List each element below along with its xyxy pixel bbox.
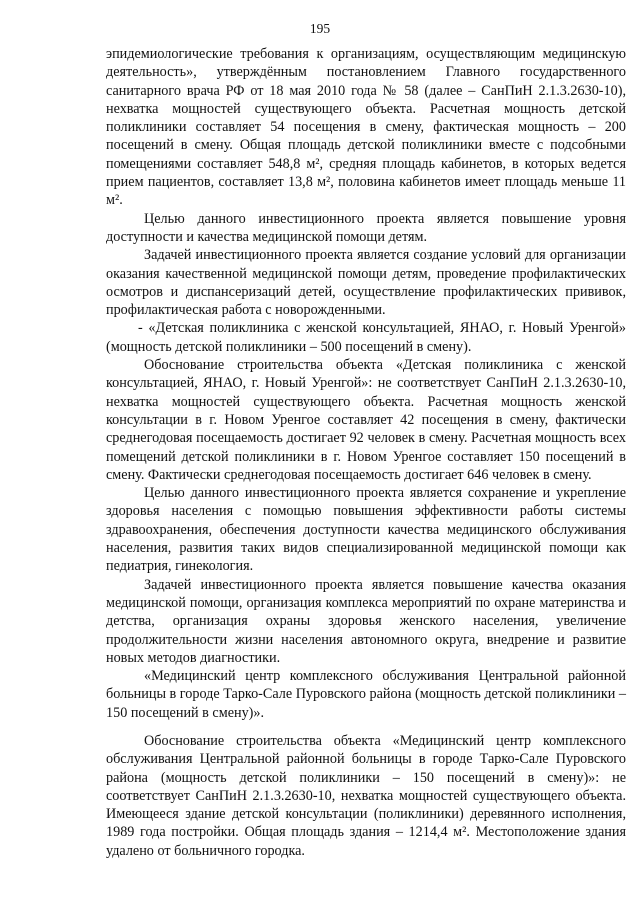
paragraph-object-novy-urengoy: - «Детская поликлиника с женской консультацией, ЯНАО, г. Новый Уренгой» (мощность детской поликлиники – 500 посещений в смену).: [106, 320, 626, 355]
paragraph-task-quality: Задачей инвестиционного проекта является повышение качества оказания медицинской помощи, организация комплекса мероприятий по охране материнства и детства, организация охраны здоровья женского населения, увеличение продолжительности жизни населения автономного округа, внедрение и развитие новых методов диагностики.: [106, 576, 626, 666]
paragraph-justification-tarko-sale: Обоснование строительства объекта «Медицинский центр комплексного обслуживания Центральной районной больницы в городе Тарко-Сале Пуровского района (мощность детской поликлиники – 150 посещений в смену)»: не соответствует СанПиН 2.1.3.2630-10, нехватка мощностей существующего объекта. Имеющееся здание детской консультации (поликлиники) деревянного исполнения, 1989 года постройки. Общая площадь здания – 1214,4 м². Местоположение здания удалено от больничного городка.: [106, 732, 626, 859]
paragraph-task-children: Задачей инвестиционного проекта является создание условий для организации оказания качественной медицинской помощи детям, проведение профилактических осмотров и диспансеризаций детей, осуществление профилактических прививок, профилактическая работа с новорожденными.: [106, 247, 626, 319]
page-number: 195: [309, 21, 331, 36]
paragraph-goal-population-health: Целью данного инвестиционного проекта является сохранение и укрепление здоровья населения с помощью повышения эффективности работы системы здравоохранения, обеспечения доступности качества медицинского обслуживания населения, развития таких видов специализированной медицинской помощи как педиатрия, гинекология.: [106, 485, 626, 575]
paragraph-sanpin-intro: эпидемиологические требования к организациям, осуществляющим медицинскую деятельность», утверждённым постановлением Главного государственного санитарного врача РФ от 18 мая 2010 года № 58 (далее – СанПиН 2.1.3.2630-10), нехватка мощностей существующего объекта. Расчетная мощность детской поликлиники составляет 54 посещения в смену, фактическая мощность – 200 посещений в смену. Общая площадь детской поликлиники вместе с подсобными помещениями составляет 548,8 м², средняя площадь кабинетов, в которых ведется прием пациентов, составляет 13,8 м², половина кабинетов имеет площадь меньше 11 м².: [106, 46, 626, 209]
document-body: [106, 45, 626, 860]
paragraph-justification-novy-urengoy: Обоснование строительства объекта «Детская поликлиника с женской консультацией, ЯНАО, г. Новый Уренгой»: не соответствует СанПиН 2.1.3.2630-10, нехватка мощностей существующего объекта. Расчетная мощность женской консультации в г. Новом Уренгое составляет 42 посещения в смену, фактически среднегодовая посещаемость достигает 92 человек в смену. Расчетная мощность всех помещений детской поликлиники в г. Новом Уренгое составляет 150 посещений в смену. Фактически среднегодовая посещаемость достигает 646 человек в смену.: [106, 357, 626, 483]
paragraph-object-tarko-sale: «Медицинский центр комплексного обслуживания Центральной районной больницы в городе Тарко-Сале Пуровского района (мощность детской поликлиники – 150 посещений в смену)».: [106, 668, 626, 721]
paragraph-goal-children: Целью данного инвестиционного проекта является повышение уровня доступности и качества медицинской помощи детям.: [106, 210, 626, 245]
